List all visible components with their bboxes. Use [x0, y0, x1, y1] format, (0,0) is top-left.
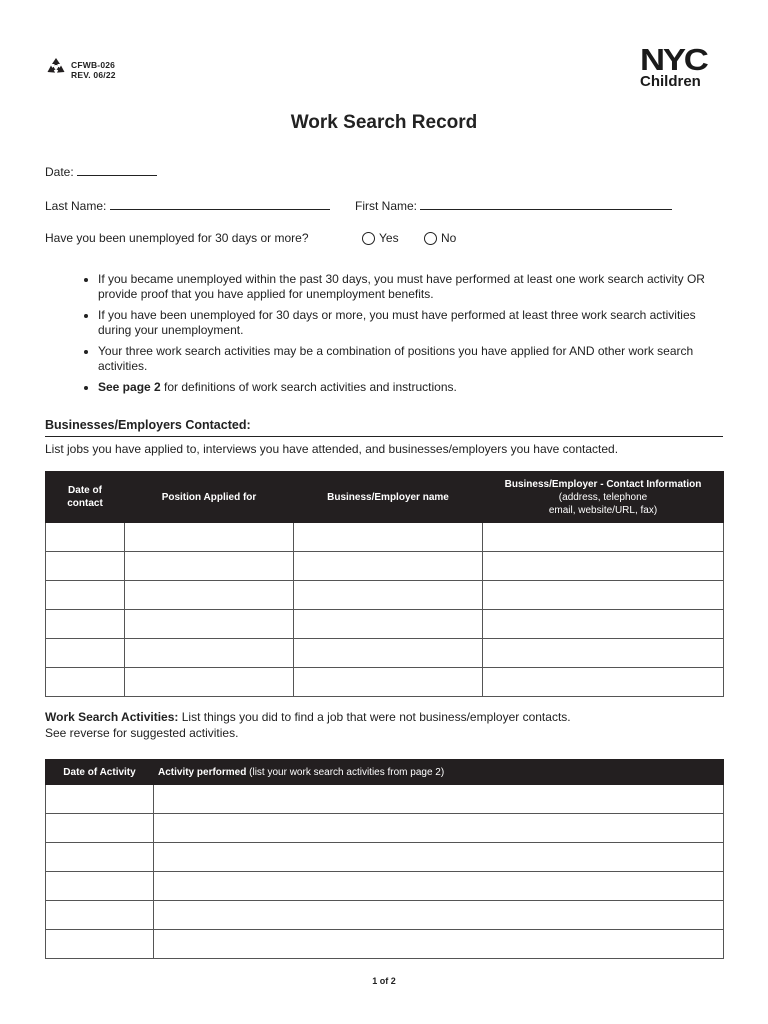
- activity-table-row: [46, 872, 724, 901]
- form-code-block: [46, 57, 116, 82]
- activities-section-intro: Work Search Activities: List things you did to find a job that were not business/employer contacts. See reverse for suggested activities.: [45, 710, 571, 740]
- table-cell[interactable]: [125, 610, 294, 639]
- business-table-row: [46, 581, 724, 610]
- table-cell[interactable]: [294, 552, 483, 581]
- last-name-label: Last Name:: [45, 199, 107, 213]
- table-cell[interactable]: [46, 930, 154, 959]
- table-cell[interactable]: [125, 523, 294, 552]
- table-cell[interactable]: [46, 814, 154, 843]
- first-name-input-line[interactable]: [420, 197, 672, 210]
- table-cell[interactable]: [154, 872, 724, 901]
- table-cell[interactable]: [483, 523, 724, 552]
- activity-table-row: [46, 930, 724, 959]
- activities-section-heading: Work Search Activities:: [45, 710, 179, 724]
- instruction-list: [80, 272, 708, 401]
- activity-table-row: [46, 785, 724, 814]
- date-label: Date:: [45, 165, 74, 179]
- businesses-section-description: List jobs you have applied to, interviews you have attended, and businesses/employers you have contacted.: [45, 442, 619, 456]
- table-cell[interactable]: [125, 639, 294, 668]
- unemployment-question: Have you been unemployed for 30 days or more?: [45, 231, 309, 245]
- table-cell[interactable]: [46, 668, 125, 697]
- table-cell[interactable]: [46, 639, 125, 668]
- table-cell[interactable]: [125, 581, 294, 610]
- section-divider: [45, 436, 723, 437]
- recycle-icon: [46, 57, 66, 82]
- business-table-row: [46, 610, 724, 639]
- table-cell[interactable]: [46, 523, 125, 552]
- table-cell[interactable]: [294, 668, 483, 697]
- table-cell[interactable]: [154, 901, 724, 930]
- table-cell[interactable]: [46, 785, 154, 814]
- form-code: CFWB-026: [71, 59, 116, 70]
- instruction-item: • See page 2 for definitions of work search activities and instructions.: [98, 380, 708, 395]
- business-table-row: [46, 523, 724, 552]
- col-date-of-contact: Date of contact: [46, 472, 125, 523]
- table-cell[interactable]: [483, 668, 724, 697]
- table-cell[interactable]: [125, 668, 294, 697]
- table-cell[interactable]: [46, 581, 125, 610]
- logo-nyc: NYC: [640, 42, 707, 77]
- table-cell[interactable]: [294, 639, 483, 668]
- table-cell[interactable]: [154, 843, 724, 872]
- option-yes[interactable]: [362, 231, 399, 245]
- activities-table: [45, 759, 724, 959]
- page-title: Work Search Record: [290, 112, 478, 133]
- table-cell[interactable]: [483, 581, 724, 610]
- business-table-row: [46, 639, 724, 668]
- col-position: Position Applied for: [125, 472, 294, 523]
- col-employer-name: Business/Employer name: [294, 472, 483, 523]
- instruction-item: • If you became unemployed within the past 30 days, you must have performed at least one work search activity OR provide proof that you have applied for unemployment benefits.: [98, 272, 708, 302]
- table-cell[interactable]: [46, 901, 154, 930]
- activity-table-row: [46, 843, 724, 872]
- table-cell[interactable]: [46, 843, 154, 872]
- table-cell[interactable]: [294, 581, 483, 610]
- date-field: [45, 163, 157, 179]
- col-date-of-activity: Date of Activity: [46, 760, 154, 785]
- business-table-row: [46, 552, 724, 581]
- businesses-table: [45, 471, 724, 697]
- date-input-line[interactable]: [77, 163, 157, 176]
- table-header-row: [46, 472, 724, 523]
- nyc-children-logo: [640, 42, 724, 90]
- activity-table-row: [46, 814, 724, 843]
- table-cell[interactable]: [46, 872, 154, 901]
- instruction-item: • If you have been unemployed for 30 days or more, you must have performed at least three work search activities during your unemployment.: [98, 308, 708, 338]
- table-header-row: [46, 760, 724, 785]
- table-cell[interactable]: [154, 930, 724, 959]
- last-name-field: [45, 197, 330, 213]
- activity-table-row: [46, 901, 724, 930]
- table-cell[interactable]: [125, 552, 294, 581]
- first-name-field: [355, 197, 672, 213]
- col-activity-performed: Activity performed (list your work search activities from page 2): [154, 760, 724, 785]
- table-cell[interactable]: [483, 610, 724, 639]
- table-cell[interactable]: [46, 610, 125, 639]
- form-revision: REV. 06/22: [71, 69, 116, 80]
- page-number: 1 of 2: [372, 976, 396, 986]
- first-name-label: First Name:: [355, 199, 418, 213]
- table-cell[interactable]: [483, 552, 724, 581]
- radio-yes-icon[interactable]: [362, 232, 375, 245]
- logo-children: Children: [640, 73, 701, 90]
- radio-no-icon[interactable]: [424, 232, 437, 245]
- table-cell[interactable]: [154, 785, 724, 814]
- table-cell[interactable]: [154, 814, 724, 843]
- table-cell[interactable]: [294, 610, 483, 639]
- option-no-label: No: [441, 231, 457, 245]
- option-yes-label: Yes: [379, 231, 399, 245]
- table-cell[interactable]: [483, 639, 724, 668]
- last-name-input-line[interactable]: [110, 197, 330, 210]
- business-table-row: [46, 668, 724, 697]
- col-contact-info: Business/Employer - Contact Information (address, telephone email, website/URL, fax): [483, 472, 724, 523]
- table-cell[interactable]: [294, 523, 483, 552]
- instruction-item: • Your three work search activities may be a combination of positions you have applied for AND other work search activities.: [98, 344, 708, 374]
- option-no[interactable]: [424, 231, 456, 245]
- table-cell[interactable]: [46, 552, 125, 581]
- businesses-section-heading: Businesses/Employers Contacted:: [45, 418, 251, 432]
